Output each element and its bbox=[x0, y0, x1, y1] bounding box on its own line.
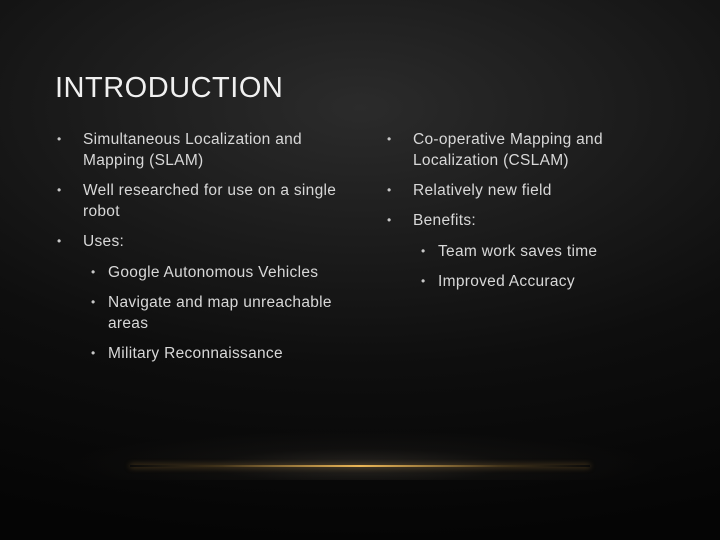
bullet-text: Relatively new field bbox=[413, 182, 552, 199]
bullet-icon: • bbox=[91, 265, 96, 279]
bullet-icon: • bbox=[387, 132, 392, 146]
left-bullet-list bbox=[57, 129, 347, 364]
list-item bbox=[57, 231, 347, 364]
bullet-icon: • bbox=[387, 183, 392, 197]
bullet-icon: • bbox=[91, 346, 96, 360]
bullet-text: Team work saves time bbox=[438, 243, 598, 260]
bullet-text: Simultaneous Localization and Mapping (SLAM) bbox=[83, 131, 302, 169]
uses-sub-list bbox=[83, 262, 347, 364]
bullet-icon: • bbox=[57, 132, 62, 146]
list-item bbox=[57, 129, 347, 171]
bullet-text: Google Autonomous Vehicles bbox=[108, 264, 319, 281]
bullet-icon: • bbox=[421, 274, 426, 288]
list-item bbox=[413, 271, 687, 292]
list-item bbox=[387, 210, 687, 292]
slide-title: INTRODUCTION bbox=[55, 72, 284, 104]
list-item bbox=[413, 241, 687, 262]
bullet-icon: • bbox=[387, 213, 392, 227]
floor-accent-line bbox=[130, 465, 590, 467]
bullet-text: Co-operative Mapping and Localization (CSLAM) bbox=[413, 131, 603, 169]
bullet-icon: • bbox=[421, 244, 426, 258]
bullet-icon: • bbox=[91, 295, 96, 309]
right-bullet-list bbox=[387, 129, 687, 292]
bullet-text: Military Reconnaissance bbox=[108, 345, 283, 362]
bullet-text: Well researched for use on a single robot bbox=[83, 182, 337, 220]
left-column bbox=[57, 129, 347, 373]
floor-glow bbox=[60, 410, 660, 480]
list-item bbox=[57, 180, 347, 222]
bullet-text: Navigate and map unreachable areas bbox=[108, 294, 332, 332]
bullet-icon: • bbox=[57, 183, 62, 197]
bullet-text: Benefits: bbox=[413, 212, 477, 229]
list-item bbox=[387, 129, 687, 171]
bullet-text: Improved Accuracy bbox=[438, 273, 575, 290]
list-item bbox=[387, 180, 687, 201]
list-item bbox=[83, 343, 347, 364]
bullet-icon: • bbox=[57, 234, 62, 248]
list-item bbox=[83, 292, 347, 334]
bullet-text: Uses: bbox=[83, 233, 125, 250]
benefits-sub-list bbox=[413, 241, 687, 292]
right-column bbox=[387, 129, 687, 301]
list-item bbox=[83, 262, 347, 283]
